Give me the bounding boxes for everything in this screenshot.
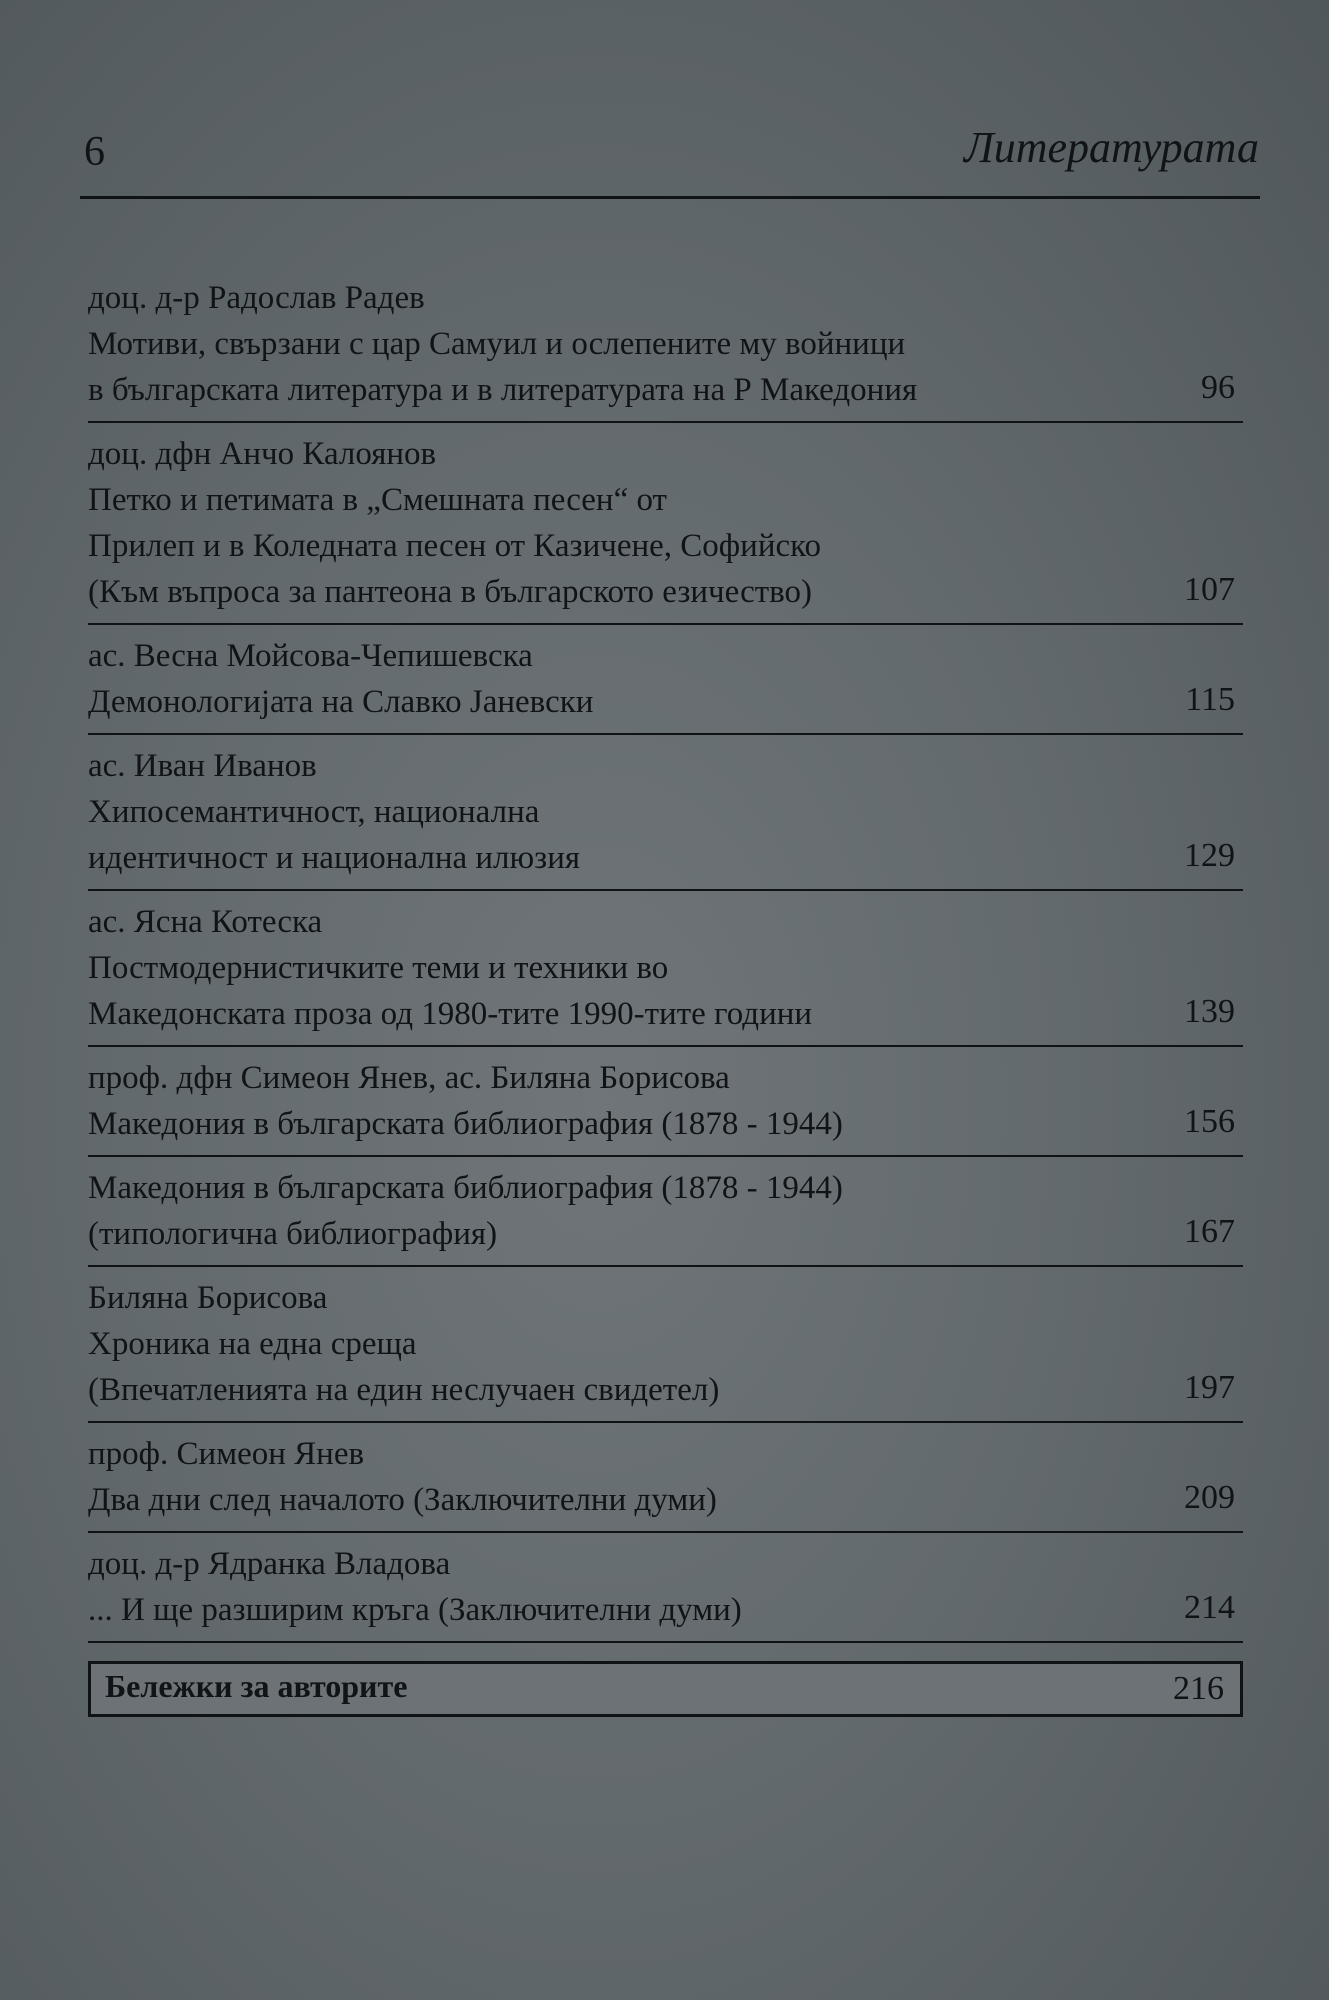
toc-title-line: в българската литература и в литературата на Р Македония xyxy=(88,372,918,408)
toc-page-number: 156 xyxy=(1184,1103,1235,1140)
notes-about-authors xyxy=(88,1661,1243,1717)
header-rule xyxy=(80,196,1260,199)
toc-entry xyxy=(88,431,1243,625)
toc-title-line: Хипосемантичност, национална xyxy=(88,794,540,830)
toc-entry xyxy=(88,633,1243,735)
toc-title-line: Петко и петимата в „Смешната песен“ от xyxy=(88,482,667,518)
toc-author: ас. Весна Мойсова-Чепишевска xyxy=(88,638,533,674)
notes-label: Бележки за авторите xyxy=(105,1668,408,1704)
toc-author: проф. Симеон Янев xyxy=(88,1436,365,1472)
running-head xyxy=(84,118,1259,178)
toc-author: доц. д-р Ядранка Владова xyxy=(88,1546,451,1582)
toc-title-line: Македония в българската библиография (1878 - 1944) xyxy=(88,1106,843,1142)
book-title: Литературата xyxy=(963,123,1259,172)
toc-title-line: идентичност и национална илюзия xyxy=(88,840,581,876)
toc-author: ас. Иван Иванов xyxy=(88,748,317,784)
toc-title-line: Демонологијата на Славко Јаневски xyxy=(88,684,594,720)
toc-title-line: Мотиви, свързани с цар Самуил и ослепените му войници xyxy=(88,326,906,362)
toc-title-line: (Към въпроса за пантеона в българското езичество) xyxy=(88,574,813,610)
table-of-contents xyxy=(88,275,1243,1717)
toc-title-line: (Впечатленията на един неслучаен свидетел) xyxy=(88,1372,720,1408)
toc-entry xyxy=(88,275,1243,423)
toc-entry xyxy=(88,1541,1243,1643)
toc-author: доц. дфн Анчо Калоянов xyxy=(88,436,437,472)
toc-author: Биляна Борисова xyxy=(88,1280,328,1316)
toc-page-number: 115 xyxy=(1185,681,1235,718)
toc-title-line: ... И ще разширим кръга (Заключителни думи) xyxy=(88,1592,742,1628)
toc-page-number: 129 xyxy=(1184,837,1235,874)
toc-entry xyxy=(88,1431,1243,1533)
toc-title-line: Македонската проза од 1980-тите 1990-тите години xyxy=(88,996,813,1032)
toc-title-line: Два дни след началото (Заключителни думи) xyxy=(88,1482,717,1518)
toc-author: доц. д-р Радослав Радев xyxy=(88,280,425,316)
toc-page-number: 209 xyxy=(1184,1479,1235,1516)
page-number: 6 xyxy=(84,129,105,175)
toc-title-line: (типологична библиография) xyxy=(88,1216,498,1252)
toc-entry xyxy=(88,1275,1243,1423)
toc-entry xyxy=(88,1055,1243,1157)
toc-page-number: 107 xyxy=(1184,571,1235,608)
toc-page-number: 139 xyxy=(1184,993,1235,1030)
toc-title-line: Постмодернистичките теми и техники во xyxy=(88,950,669,986)
toc-entry xyxy=(88,1165,1243,1267)
toc-title-line: Прилеп и в Коледната песен от Казичене, Софийско xyxy=(88,528,821,564)
notes-page-number: 216 xyxy=(1173,1670,1224,1707)
toc-author: проф. дфн Симеон Янев, ас. Биляна Борисова xyxy=(88,1060,730,1096)
toc-author: ас. Ясна Котеска xyxy=(88,904,323,940)
toc-title-line: Македония в българската библиография (1878 - 1944) xyxy=(88,1170,843,1206)
toc-entry xyxy=(88,899,1243,1047)
toc-page-number: 197 xyxy=(1184,1369,1235,1406)
toc-page-number: 96 xyxy=(1201,369,1235,406)
toc-title-line: Хроника на една среща xyxy=(88,1326,417,1362)
toc-entry xyxy=(88,743,1243,891)
toc-page-number: 167 xyxy=(1184,1213,1235,1250)
toc-page-number: 214 xyxy=(1184,1589,1235,1626)
